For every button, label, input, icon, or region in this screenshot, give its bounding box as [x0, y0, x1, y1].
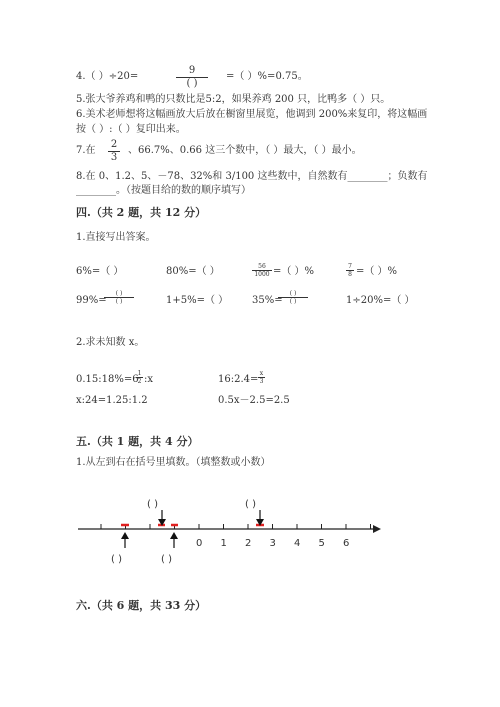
q6-line2: 按（ ）:（ ）复印出来。	[76, 124, 186, 135]
section-4-title: 四.（共 2 题，共 12 分）	[76, 206, 207, 219]
tick-label-0: 0	[196, 538, 203, 549]
q7-frac-den: 3	[110, 152, 118, 163]
q4-frac-den: ( )	[186, 78, 198, 89]
frac-den: 1000	[254, 271, 270, 278]
sec4-q1-title: 1.直接写出答案。	[76, 232, 156, 243]
arrow-right-icon	[373, 525, 381, 533]
frac-num: 7	[348, 263, 352, 270]
tick-label-3: 3	[269, 538, 276, 549]
number-line-ticks	[101, 524, 371, 529]
q7-rest: 、66.7%、0.66 这三个数中，（ ）最大，（ ）最小。	[128, 145, 362, 156]
frac-num: 56	[258, 263, 266, 270]
sec4-r1-frac3	[252, 263, 272, 278]
sec4-r2-c2: 1+5%=（ ）	[166, 295, 229, 306]
eq1a-right: :x	[144, 374, 154, 385]
eq2a: x:24=1.25:1.2	[76, 395, 148, 406]
frac-num: ( )	[115, 290, 123, 297]
down-arrow-icon	[158, 510, 166, 526]
q7-fraction	[108, 139, 120, 164]
q4-frac-num: 9	[188, 65, 196, 76]
number-line-tick-labels	[196, 538, 349, 549]
frac-den: ( )	[289, 298, 297, 305]
sec4-r2-c4: 1÷20%=（ ）	[346, 295, 415, 306]
frac-num: 1	[137, 370, 142, 377]
frac-den: 3	[259, 378, 264, 385]
eq2b: 0.5x－2.5=2.5	[218, 395, 290, 406]
frac-den: 8	[348, 271, 352, 278]
q5-text: 5.张大爷养鸡和鸭的只数比是5:2，如果养鸡 200 只，比鸭多（ ）只。	[76, 94, 391, 105]
number-line-figure	[0, 495, 500, 585]
sec4-r1-c2: 80%=（ ）	[166, 266, 220, 277]
eq1a-left: 0.15:18%=6	[76, 374, 139, 385]
section-5-title: 五.（共 1 题，共 4 分）	[76, 435, 199, 448]
q4-part1: 4.（ ）÷20=	[76, 71, 139, 82]
sec4-r1-c3: =（ ）%	[273, 266, 315, 277]
sec4-r2-c1: 99%=	[76, 295, 107, 306]
section-6-title: 六.（共 6 题，共 33 分）	[76, 599, 207, 612]
q7-frac-num: 2	[110, 139, 118, 150]
tick-label-1: 1	[220, 538, 227, 549]
q7-prefix: 7.在	[76, 145, 96, 156]
frac-den: 2	[137, 378, 142, 385]
sec4-r2-frac3	[278, 290, 308, 305]
tick-label-6: 6	[343, 538, 350, 549]
sec4-q2-title: 2.求未知数 x。	[76, 337, 145, 348]
frac-num: x	[259, 370, 264, 377]
blank-below-2: ( )	[161, 554, 172, 565]
blank-below-1: ( )	[111, 554, 122, 565]
sec4-r1-c4: =（ ）%	[356, 266, 398, 277]
up-arrow-icon	[170, 532, 178, 548]
blank-above-2: ( )	[245, 499, 256, 510]
sec4-r2-c3: 35%=	[252, 295, 283, 306]
sec4-r1-frac4	[346, 263, 354, 278]
q4-part2: =（ ）%=0.75。	[226, 71, 308, 82]
frac-den: ( )	[115, 298, 123, 305]
q8-line2: ________。（按题目给的数的顺序填写）	[76, 185, 251, 196]
q8-line1: 8.在 0、1.2、5、－78、32%和 3/100 这些数中，自然数有________；负数有	[76, 171, 428, 182]
tick-label-5: 5	[318, 538, 325, 549]
sec5-q1-title: 1.从左到右在括号里填数。（填整数或小数）	[76, 457, 271, 468]
down-arrow-icon	[256, 510, 264, 526]
blank-above-1: ( )	[147, 499, 158, 510]
tick-label-2: 2	[245, 538, 252, 549]
q6-line1: 6.美术老师想将这幅画放大后放在橱窗里展览，他调到 200%来复印，将这幅画	[76, 109, 428, 120]
sec4-r2-frac1	[104, 290, 134, 305]
eq1a-fraction	[136, 370, 143, 385]
sec4-r1-c1: 6%=（ ）	[76, 266, 124, 277]
tick-label-4: 4	[294, 538, 301, 549]
q4-fraction	[176, 65, 208, 90]
eq1b-left: 16:2.4=	[218, 374, 259, 385]
eq1b-fraction	[258, 370, 265, 385]
frac-num: ( )	[289, 290, 297, 297]
up-arrow-icon	[121, 532, 129, 548]
